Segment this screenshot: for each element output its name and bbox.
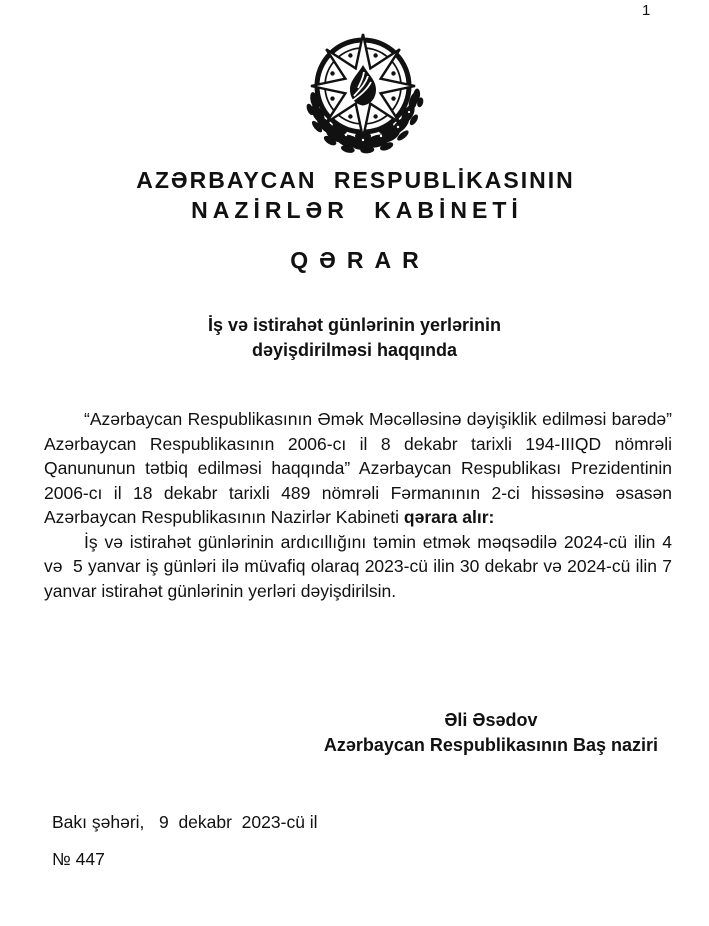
document-type-title: QƏRAR [290, 247, 430, 273]
subject-line2: dəyişdirilməsi haqqında [251, 340, 458, 360]
paragraph-preamble [44, 407, 672, 530]
signature-block [324, 708, 658, 758]
document-number: № 447 [52, 849, 105, 869]
decree-phrase: qərara alır: [403, 507, 495, 527]
subject-line1: İş və istirahət günlərinin yerlərinin [207, 315, 502, 335]
document-subject [0, 313, 709, 363]
document-body [44, 407, 677, 603]
azerbaijan-state-emblem-icon [301, 28, 425, 155]
paragraph-resolution: İş və istirahət günlərinin ardıcıllığını təmin etmək məqsədilə 2024-cü ilin 4 və 5 yanvar iş günləri ilə müvafiq olaraq 2023-cü ilin 30 dekabr və 2024-cü ilin 7 yanvar istirahət günlərinin yerləri dəyişdirilsin. [44, 531, 677, 601]
org-name-line1: AZƏRBAYCAN RESPUBLİKASININ [136, 167, 575, 193]
signatory-name: Əli Əsədov [444, 710, 538, 730]
place-and-date: Bakı şəhəri, 9 dekabr 2023-cü il [52, 812, 318, 832]
org-name-line2: NAZİRLƏR KABİNETİ [191, 197, 523, 223]
page-number: 1 [642, 2, 651, 19]
preamble-text: “Azərbaycan Respublikasının Əmək Məcəlləsinə dəyişiklik edilməsi barədə” Azərbaycan Respublikasının 2006-cı il 8 dekabr tarixli 194-IIIQD nömrəli Qanununun tətbiq edilməsi haqqında” Azərbaycan Respublikası Prezidentinin 2006-cı il 18 dekabr tarixli 489 nömrəli Fərmanının 2-ci hissəsinə əsasən Azərbaycan Respublikasının Nazirlər Kabineti [44, 409, 672, 527]
signatory-title: Azərbaycan Respublikasının Baş naziri [323, 735, 658, 755]
